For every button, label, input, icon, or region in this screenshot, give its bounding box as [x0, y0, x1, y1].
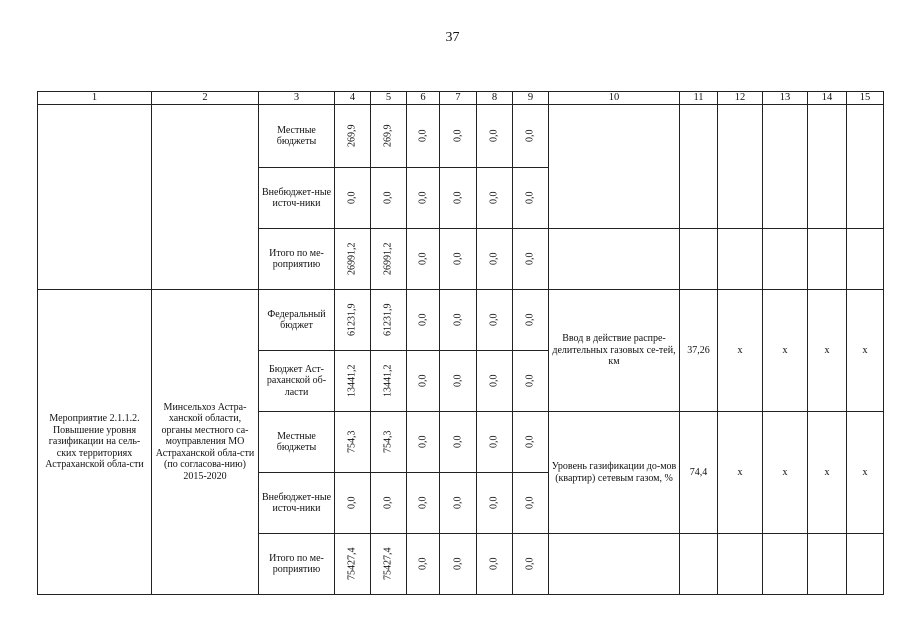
indicator-mark: x [808, 412, 847, 534]
amount-2018: 0,0 [488, 129, 500, 143]
amount-2016: 0,0 [417, 557, 429, 571]
funding-source: Бюджет Аст-раханской об-ласти [259, 351, 335, 412]
amount-2018: 0,0 [488, 252, 500, 266]
column-number: 15 [847, 92, 884, 105]
amount-2017: 0,0 [452, 496, 464, 510]
amount-2016: 0,0 [417, 313, 429, 327]
amount-total: 13441,2 [346, 364, 358, 398]
amount-2019: 0,0 [524, 129, 536, 143]
indicator-mark: x [718, 412, 763, 534]
column-number-row [38, 92, 884, 105]
amount-2019: 0,0 [524, 191, 536, 205]
indicator-mark: x [847, 290, 884, 412]
amount-2017: 0,0 [452, 191, 464, 205]
amount-total: 26991,2 [346, 242, 358, 276]
column-number: 12 [718, 92, 763, 105]
amount-2018: 0,0 [488, 374, 500, 388]
amount-2015: 0,0 [382, 496, 394, 510]
funding-source: Местные бюджеты [259, 412, 335, 473]
funding-source: Внебюджет-ные источ-ники [259, 168, 335, 229]
column-number: 4 [335, 92, 371, 105]
indicator-mark: x [763, 290, 808, 412]
amount-2018: 0,0 [488, 313, 500, 327]
amount-2015: 0,0 [382, 191, 394, 205]
amount-2018: 0,0 [488, 496, 500, 510]
indicator-value-cell [680, 105, 718, 229]
amount-2016: 0,0 [417, 252, 429, 266]
amount-2019: 0,0 [524, 496, 536, 510]
indicator-value: 74,4 [680, 412, 718, 534]
amount-2018: 0,0 [488, 435, 500, 449]
funding-source: Итого по ме-роприятию [259, 229, 335, 290]
amount-2016: 0,0 [417, 191, 429, 205]
funding-source: Итого по ме-роприятию [259, 534, 335, 595]
funding-source: Федеральный бюджет [259, 290, 335, 351]
amount-2016: 0,0 [417, 374, 429, 388]
amount-total: 754,3 [346, 430, 358, 454]
column-number: 9 [513, 92, 549, 105]
amount-2019: 0,0 [524, 557, 536, 571]
measure-executor [152, 290, 259, 595]
column-number: 10 [549, 92, 680, 105]
column-number: 13 [763, 92, 808, 105]
executor-text: Минсельхоз Астра-ханской области, органы местного са-моуправления МО Астраханской обла-сти (по согласова-нию) [155, 401, 255, 471]
budget-table [37, 91, 884, 595]
amount-2015: 61231,9 [382, 303, 394, 337]
amount-2015: 13441,2 [382, 364, 394, 398]
amount-total: 0,0 [346, 496, 358, 510]
amount-2015: 269,9 [382, 124, 394, 148]
amount-2015: 75427,4 [382, 547, 394, 581]
column-number: 3 [259, 92, 335, 105]
amount-2017: 0,0 [452, 313, 464, 327]
amount-2018: 0,0 [488, 191, 500, 205]
indicator-name: Уровень газификации до-мов (квартир) сетевым газом, % [549, 412, 680, 534]
amount-total: 75427,4 [346, 547, 358, 581]
amount-total: 61231,9 [346, 303, 358, 337]
amount-total: 269,9 [346, 124, 358, 148]
indicator-mark: x [847, 412, 884, 534]
column-number: 1 [38, 92, 152, 105]
funding-source: Внебюджет-ные источ-ники [259, 473, 335, 534]
amount-2015: 26991,2 [382, 242, 394, 276]
amount-2018: 0,0 [488, 557, 500, 571]
executor-cell [152, 105, 259, 290]
table-row [38, 105, 884, 168]
amount-2017: 0,0 [452, 557, 464, 571]
column-number: 14 [808, 92, 847, 105]
measure-name-cell [38, 105, 152, 290]
amount-2016: 0,0 [417, 496, 429, 510]
column-number: 2 [152, 92, 259, 105]
amount-2017: 0,0 [452, 252, 464, 266]
amount-2019: 0,0 [524, 313, 536, 327]
column-number: 6 [407, 92, 440, 105]
column-number: 7 [440, 92, 477, 105]
indicator-mark: x [808, 290, 847, 412]
amount-2019: 0,0 [524, 435, 536, 449]
measure-period: 2015-2020 [183, 470, 227, 482]
amount-2019: 0,0 [524, 374, 536, 388]
indicator-cell [549, 105, 680, 229]
indicator-mark: x [718, 290, 763, 412]
indicator-name: Ввод в действие распре-делительных газовых се-тей, км [549, 290, 680, 412]
amount-2015: 754,3 [382, 430, 394, 454]
amount-2016: 0,0 [417, 129, 429, 143]
indicator-value: 37,26 [680, 290, 718, 412]
column-number: 5 [371, 92, 407, 105]
indicator-mark: x [763, 412, 808, 534]
amount-2017: 0,0 [452, 435, 464, 449]
column-number: 8 [477, 92, 513, 105]
amount-2016: 0,0 [417, 435, 429, 449]
funding-source: Местные бюджеты [259, 105, 335, 168]
measure-name: Мероприятие 2.1.1.2. Повышение уровня газификации на сель-ских территориях Астраханской обла-сти [38, 290, 152, 595]
page-number: 37 [445, 30, 460, 45]
amount-2017: 0,0 [452, 129, 464, 143]
amount-2019: 0,0 [524, 252, 536, 266]
table-row [38, 290, 884, 351]
column-number: 11 [680, 92, 718, 105]
amount-total: 0,0 [346, 191, 358, 205]
amount-2017: 0,0 [452, 374, 464, 388]
